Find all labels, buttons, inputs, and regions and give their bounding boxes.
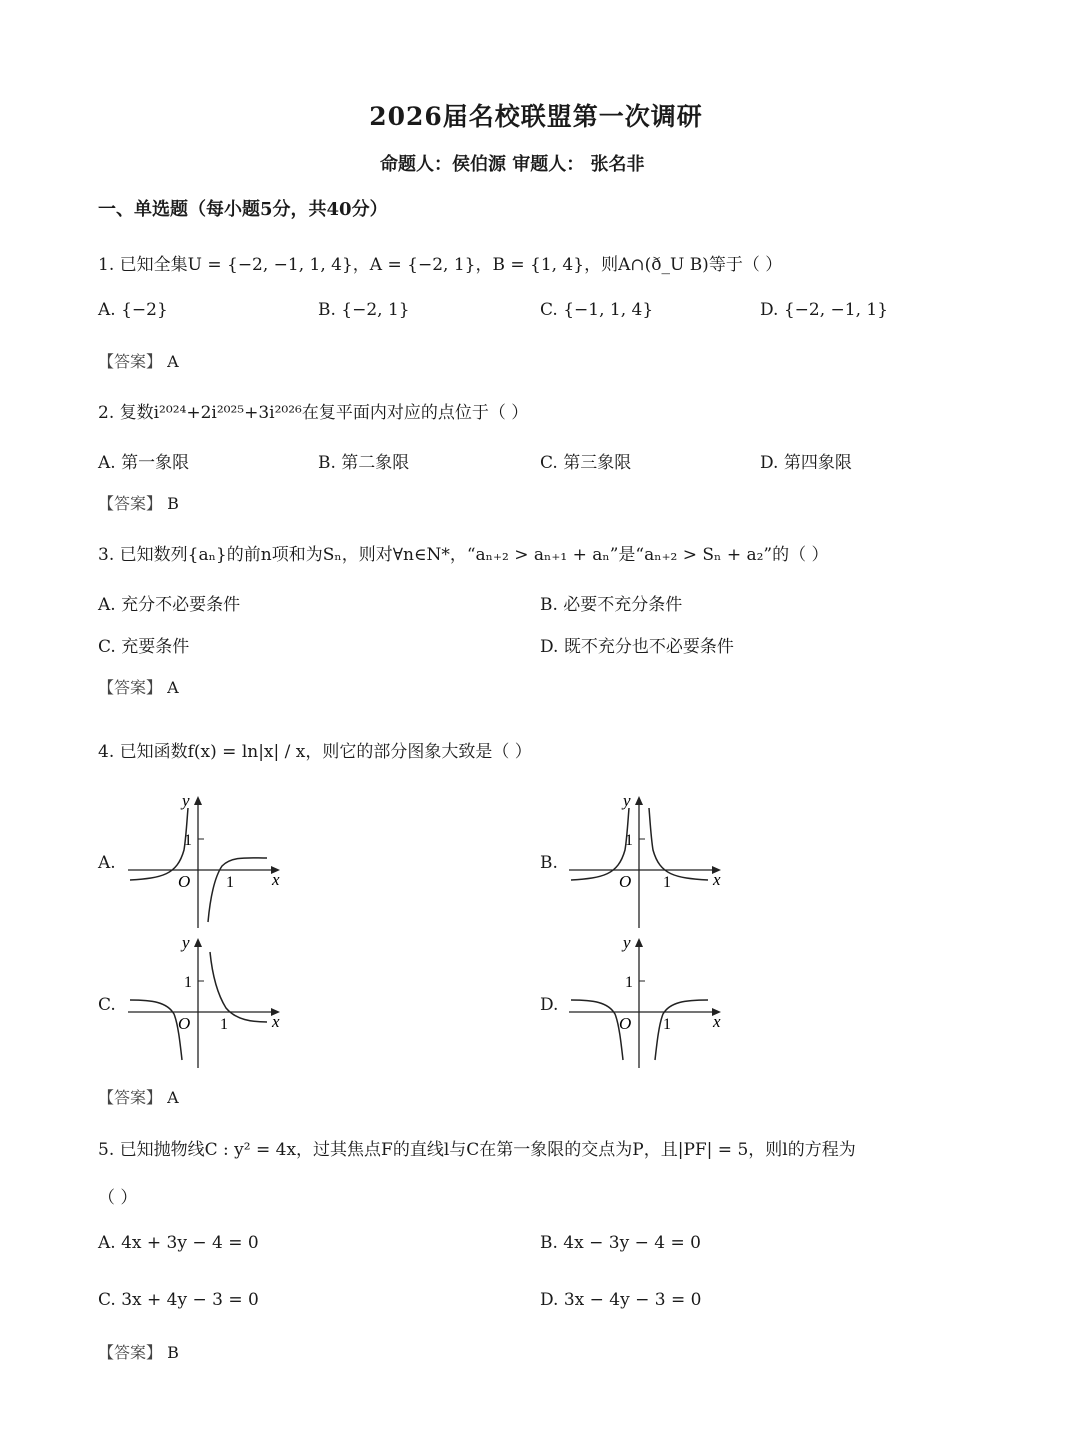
question-1-stem: 1. 已知全集U = {−2, −1, 1, 4}，A = {−2, 1}，B = {1, 4}，则A∩(ð_U B)等于（ ） [98,255,783,275]
q3-option-b: B. 必要不充分条件 [540,595,683,615]
q1-option-b: B. {−2, 1} [318,300,410,320]
answer-value: A [167,1088,179,1107]
curve-left-branch [130,808,188,880]
curve-right-branch [208,858,267,922]
q4-answer [98,1085,179,1108]
y-axis-label: y [623,791,631,810]
page-title: 2026届名校联盟第一次调研 [369,102,703,131]
q1-option-d: D. {−2, −1, 1} [760,300,889,320]
origin-label: O [619,1014,632,1033]
tick-label-one-y: 1 [184,974,192,991]
q4-option-b-label: B. [540,853,558,873]
y-arrow-icon [635,796,643,805]
x-axis-label: x [713,870,721,889]
q2-option-c: C. 第三象限 [540,453,632,473]
curve-left-branch [130,1000,182,1060]
q5-answer [98,1340,179,1363]
q4-option-a-label: A. [98,853,116,873]
question-4-stem: 4. 已知函数f(x) = ln|x| / x，则它的部分图象大致是（ ） [98,742,532,762]
q4-option-c-label: C. [98,995,116,1015]
q4-option-d-label: D. [540,995,559,1015]
q3-option-a: A. 充分不必要条件 [98,595,241,615]
q4-graph-c [122,932,292,1072]
q1-option-a: A. {−2} [98,300,168,320]
x-axis-label: x [272,870,280,889]
answer-label: 【答案】 [98,352,163,371]
q2-answer [98,491,179,514]
tick-label-one-x: 1 [226,874,234,891]
section-heading: 一、单选题（每小题5分，共40分） [98,199,388,220]
q2-option-b: B. 第二象限 [318,453,410,473]
q5-option-a: A. 4x + 3y − 4 = 0 [98,1233,259,1253]
y-arrow-icon [194,938,202,947]
x-axis-label: x [272,1012,280,1031]
answer-value: A [167,678,179,697]
q3-option-d: D. 既不充分也不必要条件 [540,637,734,657]
curve-right-branch [649,808,708,880]
authors-line: 命题人：侯伯源 审题人： 张名非 [380,154,645,175]
answer-label: 【答案】 [98,1088,163,1107]
x-axis-label: x [713,1012,721,1031]
answer-value: B [167,494,179,513]
y-arrow-icon [194,796,202,805]
y-axis-label: y [182,791,190,810]
question-5-stem: 5. 已知抛物线C : y² = 4x，过其焦点F的直线l与C在第一象限的交点为P，且|PF| = 5，则l的方程为 [98,1140,856,1160]
y-arrow-icon [635,938,643,947]
q5-option-c: C. 3x + 4y − 3 = 0 [98,1290,259,1310]
origin-label: O [178,872,191,891]
answer-value: A [167,352,179,371]
answer-value: B [167,1343,179,1362]
answer-label: 【答案】 [98,1343,163,1362]
curve-left-branch [571,1000,623,1060]
question-5-stem-cont: （ ） [98,1188,138,1208]
q4-graph-d [563,932,733,1072]
q1-answer [98,349,179,372]
tick-label-one-y: 1 [625,974,633,991]
q3-option-c: C. 充要条件 [98,637,190,657]
tick-label-one-y: 1 [625,832,633,849]
question-3-stem: 3. 已知数列{aₙ}的前n项和为Sₙ，则对∀n∈N*，“aₙ₊₂ > aₙ₊₁ + aₙ”是“aₙ₊₂ > Sₙ + a₂”的（ ） [98,545,829,565]
tick-label-one-x: 1 [663,874,671,891]
tick-label-one-x: 1 [663,1016,671,1033]
q3-answer [98,675,179,698]
q4-graph-b [563,790,733,930]
answer-label: 【答案】 [98,494,163,513]
tick-label-one-y: 1 [184,832,192,849]
q4-graph-a [122,790,292,930]
q5-option-d: D. 3x − 4y − 3 = 0 [540,1290,702,1310]
q2-option-a: A. 第一象限 [98,453,190,473]
q2-option-d: D. 第四象限 [760,453,852,473]
curve-left-branch [571,808,629,880]
answer-label: 【答案】 [98,678,163,697]
q5-option-b: B. 4x − 3y − 4 = 0 [540,1233,701,1253]
q1-option-c: C. {−1, 1, 4} [540,300,654,320]
y-axis-label: y [623,933,631,952]
tick-label-one-x: 1 [220,1016,228,1033]
y-axis-label: y [182,933,190,952]
origin-label: O [619,872,632,891]
question-2-stem: 2. 复数i²⁰²⁴+2i²⁰²⁵+3i²⁰²⁶在复平面内对应的点位于（ ） [98,403,529,423]
origin-label: O [178,1014,191,1033]
